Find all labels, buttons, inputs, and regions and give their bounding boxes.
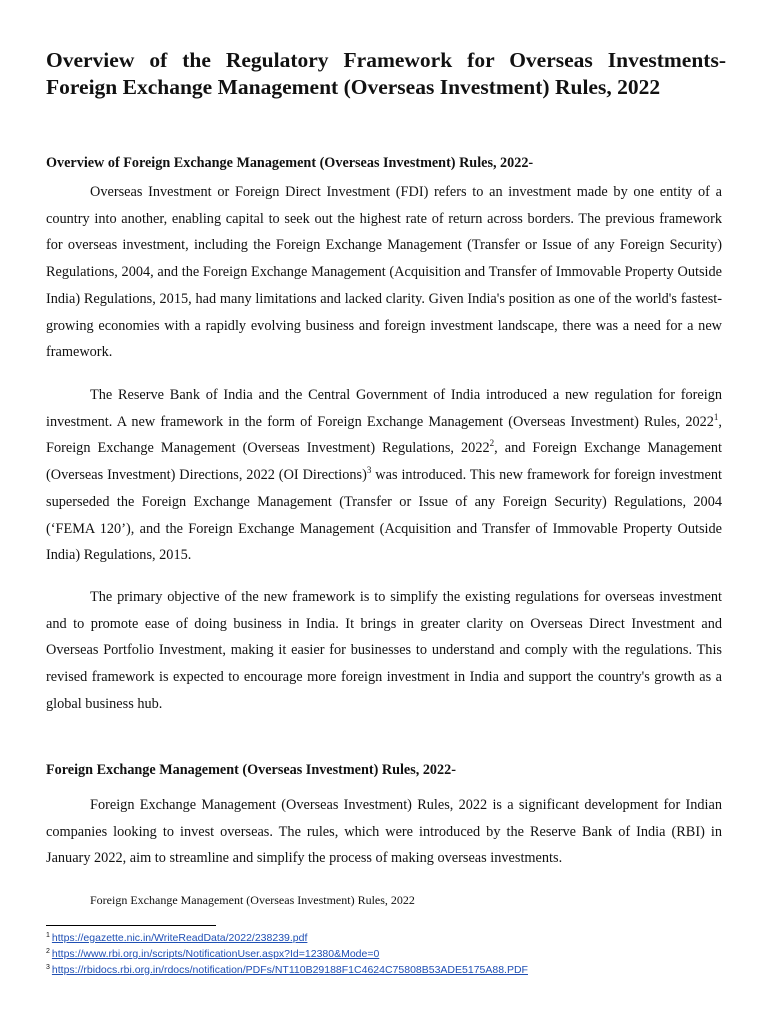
title-line-2: Foreign Exchange Management (Overseas Investment) Rules, 2022 [46, 74, 661, 99]
footnote-ref-1[interactable]: 1 [713, 411, 719, 422]
footnote-link[interactable]: https://rbidocs.rbi.org.in/rdocs/notification/PDFs/NT110B29188F1C4624C75808B53ADE5175A88.PDF [51, 964, 528, 976]
footnotes [46, 930, 528, 978]
footnote-ref-3[interactable]: 3 [366, 465, 372, 476]
footnote-link[interactable]: https://egazette.nic.in/WriteReadData/2022/238239.pdf [51, 932, 308, 944]
title-line-1: Overview of the Regulatory Framework for Overseas Investments- [46, 48, 726, 72]
footnote-divider [46, 925, 216, 926]
footnote-link[interactable]: https://www.rbi.org.in/scripts/NotificationUser.aspx?Id=12380&Mode=0 [51, 948, 380, 960]
footnote-number: 1 [46, 931, 50, 939]
section-heading-rules-2022: Foreign Exchange Management (Overseas Investment) Rules, 2022- [46, 762, 456, 778]
figure-caption: Foreign Exchange Management (Overseas Investment) Rules, 2022 [90, 893, 415, 907]
document-title [46, 47, 726, 100]
paragraph-new-framework-text-a: The Reserve Bank of India and the Central Government of India introduced a new regulation for foreign investment. A new framework in the form of Foreign Exchange Management (Overseas Investment) Rules, 2022 [46, 387, 722, 430]
paragraph-new-framework-text-b: , Foreign Exchange Management (Overseas Investment) Regulations, 2022 [46, 413, 722, 457]
footnote-1 [46, 930, 528, 946]
paragraph-rules-significance: Foreign Exchange Management (Overseas Investment) Rules, 2022 is a significant development for Indian companies looking to invest overseas. The rules, which were introduced by the Reserve Bank of India (RBI) in January 2022, aim to streamline and simplify the process of making overseas investments. [46, 797, 722, 867]
footnote-number: 2 [46, 947, 50, 955]
footnote-ref-2[interactable]: 2 [489, 438, 495, 449]
paragraph-new-framework [46, 382, 722, 569]
section-heading-overview: Overview of Foreign Exchange Management (Overseas Investment) Rules, 2022- [46, 155, 534, 171]
paragraph-new-framework-text-c: , and Foreign Exchange Management (Overseas Investment) Directions, 2022 (OI Directions) [46, 440, 722, 484]
footnote-number: 3 [46, 963, 50, 971]
footnote-2 [46, 946, 528, 962]
footnote-3 [46, 962, 528, 978]
paragraph-primary-objective: The primary objective of the new framework is to simplify the existing regulations for overseas investment and to promote ease of doing business in India. It brings in greater clarity on Overseas Direct Investment and Overseas Portfolio Investment, making it easier for businesses to understand and comply with the regulations. This revised framework is expected to encourage more foreign investment in India and support the country's growth as a global business hub. [46, 589, 722, 712]
paragraph-fdi-intro: Overseas Investment or Foreign Direct Investment (FDI) refers to an investment made by one entity of a country into another, enabling capital to seek out the highest rate of return across borders. The previous framework for overseas investment, including the Foreign Exchange Management (Transfer or Issue of any Foreign Security) Regulations, 2004, and the Foreign Exchange Management (Acquisition and Transfer of Immovable Property Outside India) Regulations, 2015, had many limitations and lacked clarity. Given India's position as one of the world's fastest-growing economies with a rapidly evolving business and foreign investment landscape, there was a need for a new framework. [46, 184, 722, 361]
paragraph-new-framework-text-d: was introduced. This new framework for foreign investment superseded the Foreign Exchange Management (Transfer or Issue of any Foreign Security) Regulations, 2004 (‘FEMA 120’), and the Foreign Exchange Management (Acquisition and Transfer of Immovable Property Outside India) Regulations, 2015. [46, 467, 723, 564]
